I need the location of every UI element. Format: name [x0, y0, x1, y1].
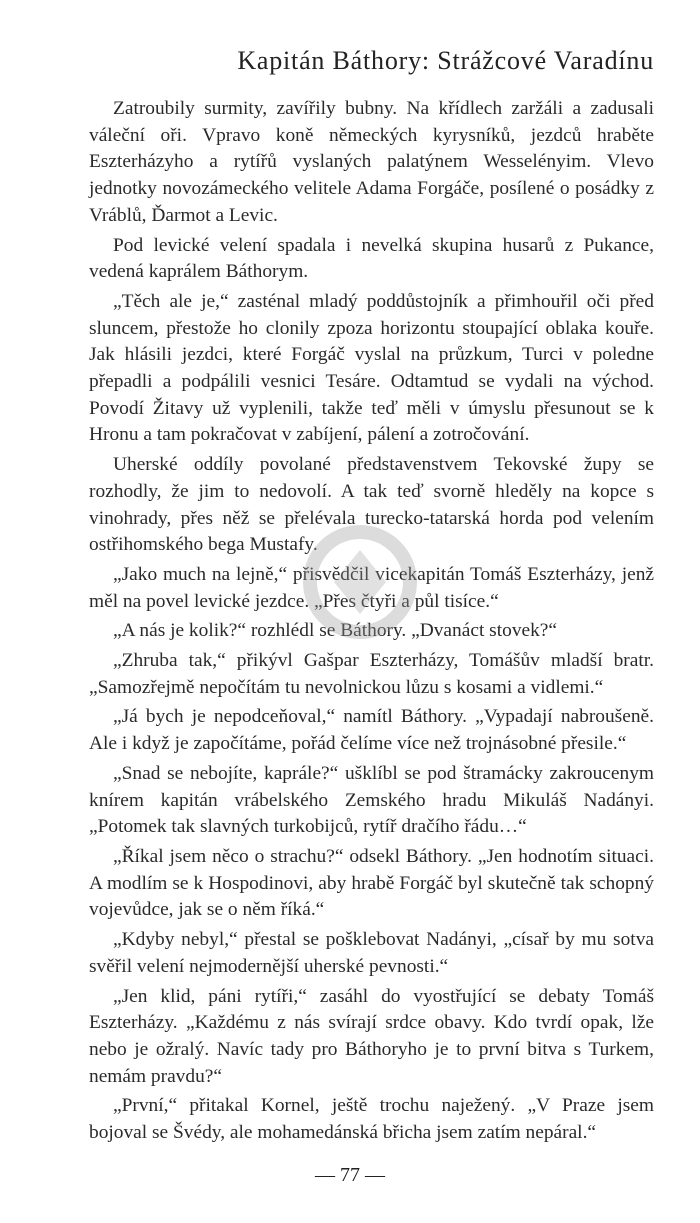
paragraph: Uherské oddíly povolané představenstvem Tekovské župy se rozhodly, že jim to nedovolí. A tak teď svorně hleděly na kopce s vinohrady, přes něž se přelévala turecko-tatarská horda pod velením ostřihomského bega Mustafy.	[89, 454, 654, 556]
running-title: Kapitán Báthory: Strážcové Varadínu	[237, 46, 654, 75]
paragraph: „Těch ale je,“ zasténal mladý poddůstojník a přimhouřil oči před sluncem, přestože ho clonily zpoza horizontu stoupající oblaka kouře. Jak hlásili jezdci, které Forgáč vyslal na průzkum, Turci v poledne přepadli a podpálili vesnici Tesáre. Odtamtud se vydali na východ. Povodí Žitavy už vyplenili, takže teď měli v úmyslu přesunout se k Hronu a tam pokračovat v zabíjení, pálení a zotročování.	[89, 290, 654, 446]
paragraph: „Říkal jsem něco o strachu?“ odsekl Báthory. „Jen hodnotím situaci. A modlím se k Hospodinovi, aby hrabě Forgáč byl skutečně tak schopný vojevůdce, jak se o něm říká.“	[89, 845, 654, 921]
body-text	[89, 96, 654, 1150]
paragraph: „A nás je kolik?“ rozhlédl se Báthory. „Dvanáct stovek?“	[113, 620, 558, 642]
paragraph: „Snad se nebojíte, kaprále?“ ušklíbl se pod štramácky zakroucenym knírem kapitán vrábelského Zemského hradu Mikuláš Nadányi. „Potomek tak slavných turkobijců, rytíř dračího řádu…“	[89, 762, 654, 838]
paragraph: Zatroubily surmity, zavířily bubny. Na křídlech zaržáli a zadusali váleční oři. Vpravo koně německých kyrysníků, jezdců hraběte Eszterházyho a rytířů vyslaných palatýnem Wesselényim. Vlevo jednotky novozámeckého velitele Adama Forgáče, posílené o posádky z Vráblů, Ďarmot a Levic.	[89, 98, 654, 226]
paragraph: „První,“ přitakal Kornel, ještě trochu naježený. „V Praze jsem bojoval se Švédy, ale mohamedánská břicha jsem zatím nepáral.“	[89, 1095, 654, 1144]
paragraph: „Jen klid, páni rytíři,“ zasáhl do vyostřující se debaty Tomáš Eszterházy. „Každému z nás svírají srdce obavy. Kdo tvrdí opak, lže nebo je ožralý. Navíc tady pro Báthoryho je to první bitva s Turkem, nemám pravdu?“	[89, 985, 654, 1087]
paragraph: „Jako much na lejně,“ přisvědčil vicekapitán Tomáš Eszterházy, jenž měl na povel levické jezdce. „Přes čtyři a půl tisíce.“	[89, 563, 654, 612]
page-number: — 77 —	[315, 1164, 385, 1186]
paragraph: „Já bych je nepodceňoval,“ namítl Báthory. „Vypadají nabroušeně. Ale i když je započítáme, pořád čelíme více než trojnásobné přesile.“	[89, 706, 654, 755]
paragraph: Pod levické velení spadala i nevelká skupina husarů z Pukance, vedená kaprálem Báthorym.	[89, 234, 654, 283]
paragraph: „Zhruba tak,“ přikývl Gašpar Eszterházy, Tomášův mladší bratr. „Samozřejmě nepočítám tu nevolnickou lůzu s kosami a vidlemi.“	[89, 650, 654, 698]
paragraph: „Kdyby nebyl,“ přestal se pošklebovat Nadányi, „císař by mu sotva svěřil velení nejmodernější uherské pevnosti.“	[89, 929, 654, 977]
